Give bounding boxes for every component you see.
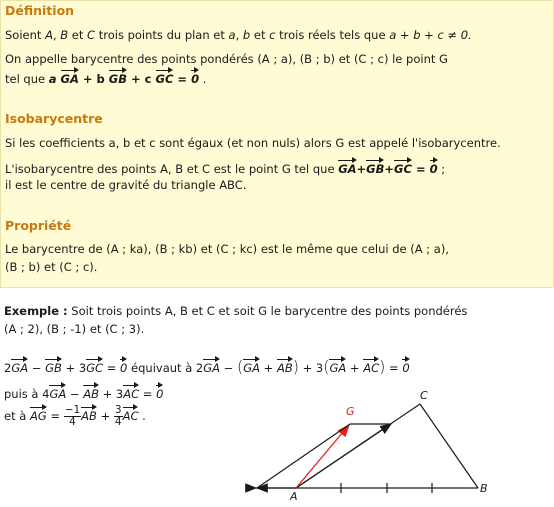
propriete-title: Propriété <box>5 218 72 233</box>
barycentre-figure <box>240 384 500 504</box>
isobarycentre-line-3: il est le centre de gravité du triangle ABC. <box>5 178 247 192</box>
example-equation-2: puis à 4GA − AB + 3AC = 0 <box>4 384 163 401</box>
definition-title: Définition <box>5 3 75 18</box>
propriete-line-1: Le barycentre de (A ; ka), (B ; kb) et (C ; kc) est le même que celui de (A ; a), <box>5 242 449 256</box>
segment-cb <box>420 404 478 488</box>
label-b: B <box>480 482 488 495</box>
example-line-2: (A ; 2), (B ; -1) et (C ; 3). <box>4 322 145 336</box>
isobarycentre-line-2: L'isobarycentre des points A, B et C est le point G tel que GA+GB+GC = 0 ; <box>5 159 445 176</box>
fraction-minus-one-quarter: $\frac{-1}{4}$ <box>64 404 81 428</box>
label-a: A <box>290 490 298 503</box>
vector-three-quarters-ac <box>296 424 391 488</box>
example-equation-3: et à AG = $\frac{-1}{4}$ AB + $\frac{3}{4}$ AC . <box>4 404 146 428</box>
label-c: C <box>420 389 428 402</box>
label-g: G <box>346 405 355 418</box>
definition-line-2: On appelle barycentre des points pondérés (A ; a), (B ; b) et (C ; c) le point G <box>5 52 448 66</box>
example-equation-1: 2GA − GB + 3GC = 0 équivaut à 2GA − (GA + AB) + 3(GA + AC) = 0 <box>4 357 410 376</box>
fraction-three-quarters: $\frac{3}{4}$ <box>114 404 122 428</box>
example-line-1: Exemple : Soit trois points A, B et C et soit G le barycentre des points pondérés <box>4 304 468 318</box>
propriete-line-2: (B ; b) et (C ; c). <box>5 260 98 274</box>
definition-formula: tel que a GA + b GB + c GC = 0 . <box>5 69 206 86</box>
definition-line-1: Soient A, B et C trois points du plan et a, b et c trois réels tels que a + b + c ≠ 0. <box>5 28 472 42</box>
isobarycentre-line-1: Si les coefficients a, b et c sont égaux (et non nuls) alors G est appelé l'isobarycentre. <box>5 136 501 150</box>
isobarycentre-title: Isobarycentre <box>5 111 103 126</box>
vector-ag <box>296 425 349 488</box>
